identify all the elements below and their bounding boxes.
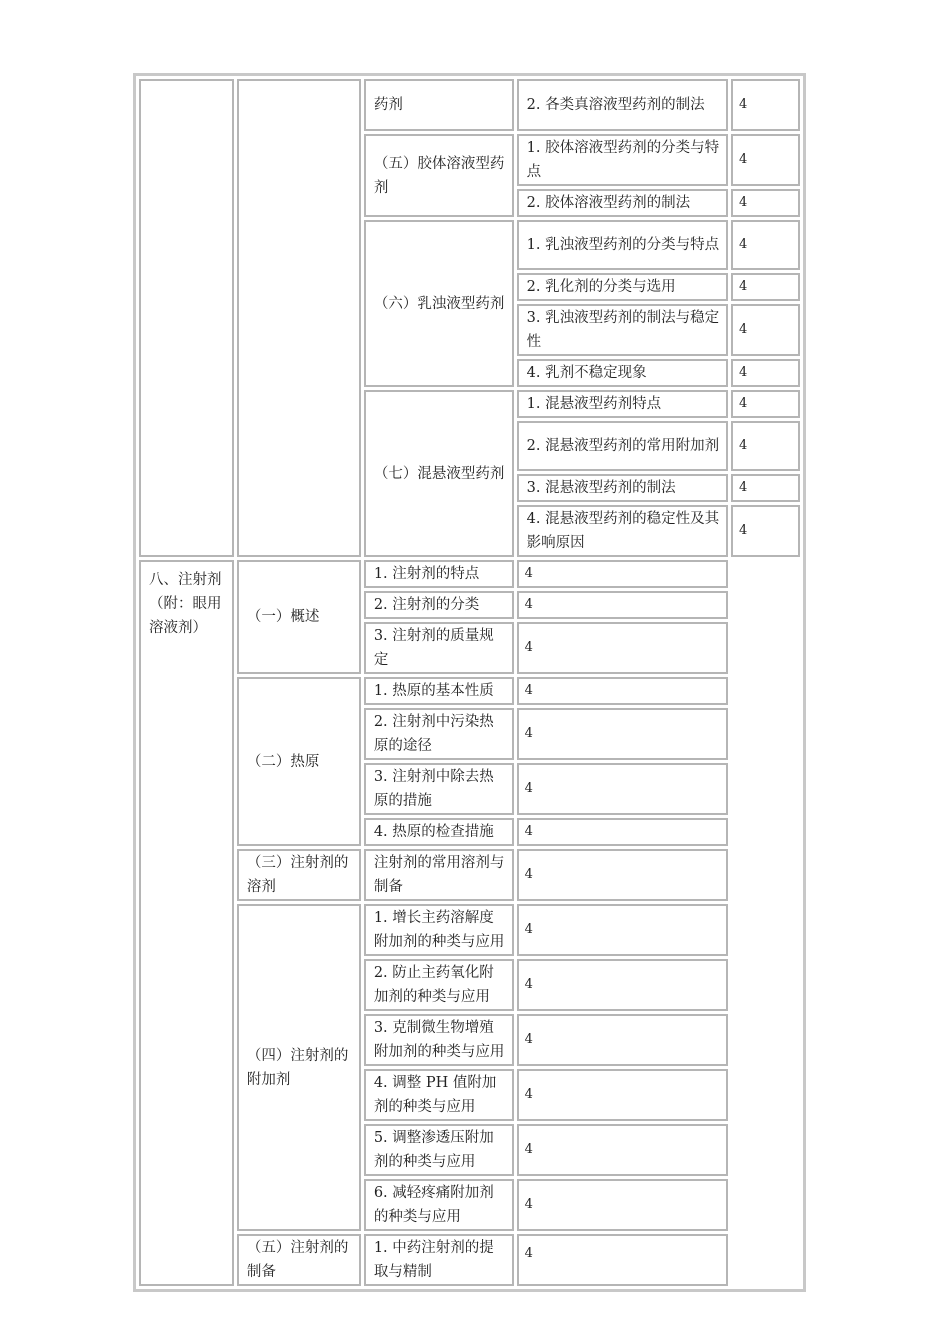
hours-value: 4: [731, 390, 800, 418]
content-item: 1. 增长主药溶解度附加剂的种类与应用: [364, 904, 514, 956]
topic-heading: （六）乳浊液型药剂: [364, 220, 514, 387]
hours-value: 4: [517, 959, 728, 1011]
hours-value: 4: [517, 904, 728, 956]
hours-value: 4: [517, 763, 728, 815]
hours-value: 4: [517, 1069, 728, 1121]
topic-heading: 药剂: [364, 79, 514, 131]
content-item: 3. 混悬液型药剂的制法: [517, 474, 728, 502]
content-item: 2. 混悬液型药剂的常用附加剂: [517, 421, 728, 471]
content-item: 4. 调整 PH 值附加剂的种类与应用: [364, 1069, 514, 1121]
hours-value: 4: [731, 220, 800, 270]
hours-value: 4: [517, 1124, 728, 1176]
hours-value: 4: [517, 1014, 728, 1066]
topic-heading: （二）热原: [237, 677, 361, 846]
hours-value: 4: [517, 708, 728, 760]
content-item: 2. 胶体溶液型药剂的制法: [517, 189, 728, 217]
content-item: 4. 乳剂不稳定现象: [517, 359, 728, 387]
content-item: 1. 注射剂的特点: [364, 560, 514, 588]
content-item: 3. 乳浊液型药剂的制法与稳定性: [517, 304, 728, 356]
content-item: 2. 注射剂中污染热原的途径: [364, 708, 514, 760]
chapter-cell-empty: [237, 79, 361, 557]
content-item: 3. 注射剂中除去热原的措施: [364, 763, 514, 815]
hours-value: 4: [731, 304, 800, 356]
chapter-title: 八、注射剂（附：眼用溶液剂）: [139, 560, 234, 1286]
content-item: 2. 防止主药氧化附加剂的种类与应用: [364, 959, 514, 1011]
topic-heading: （五）胶体溶液型药剂: [364, 134, 514, 217]
hours-value: 4: [517, 818, 728, 846]
content-item: 1. 胶体溶液型药剂的分类与特点: [517, 134, 728, 186]
hours-value: 4: [517, 560, 728, 588]
unit-cell: [139, 79, 234, 557]
content-item: 4. 混悬液型药剂的稳定性及其影响原因: [517, 505, 728, 557]
hours-value: 4: [517, 1234, 728, 1286]
topic-heading: （四）注射剂的附加剂: [237, 904, 361, 1231]
content-item: 2. 乳化剂的分类与选用: [517, 273, 728, 301]
content-item: 1. 中药注射剂的提取与精制: [364, 1234, 514, 1286]
content-item: 注射剂的常用溶剂与制备: [364, 849, 514, 901]
hours-value: 4: [517, 849, 728, 901]
hours-value: 4: [731, 273, 800, 301]
hours-value: 4: [517, 1179, 728, 1231]
content-item: 5. 调整渗透压附加剂的种类与应用: [364, 1124, 514, 1176]
hours-value: 4: [731, 505, 800, 557]
hours-value: 4: [731, 79, 800, 131]
content-item: 1. 混悬液型药剂特点: [517, 390, 728, 418]
content-item: 2. 各类真溶液型药剂的制法: [517, 79, 728, 131]
hours-value: 4: [731, 474, 800, 502]
hours-value: 4: [731, 134, 800, 186]
hours-value: 4: [731, 189, 800, 217]
syllabus-table: [133, 73, 806, 1292]
content-item: 2. 注射剂的分类: [364, 591, 514, 619]
content-item: 3. 克制微生物增殖附加剂的种类与应用: [364, 1014, 514, 1066]
topic-heading: （五）注射剂的制备: [237, 1234, 361, 1286]
hours-value: 4: [517, 677, 728, 705]
content-item: 4. 热原的检查措施: [364, 818, 514, 846]
hours-value: 4: [517, 591, 728, 619]
hours-value: 4: [731, 421, 800, 471]
content-item: 6. 减轻疼痛附加剂的种类与应用: [364, 1179, 514, 1231]
topic-heading: （三）注射剂的溶剂: [237, 849, 361, 901]
hours-value: 4: [517, 622, 728, 674]
hours-value: 4: [731, 359, 800, 387]
content-item: 1. 热原的基本性质: [364, 677, 514, 705]
content-item: 3. 注射剂的质量规定: [364, 622, 514, 674]
content-item: 1. 乳浊液型药剂的分类与特点: [517, 220, 728, 270]
topic-heading: （一）概述: [237, 560, 361, 674]
topic-heading: （七）混悬液型药剂: [364, 390, 514, 557]
